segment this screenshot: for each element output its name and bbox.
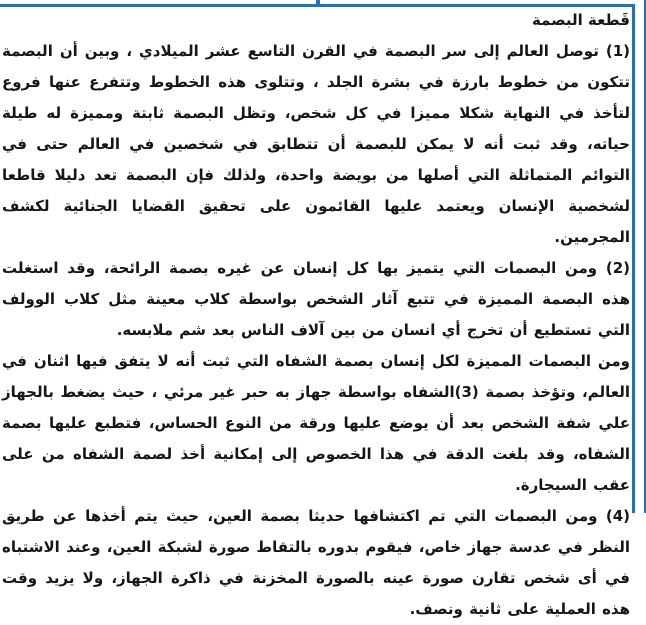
paragraph-4: (4) ومن البصمات التي تم اكتشافها حديثا بصمة العين، حيث يتم أخذها عن طريق النظر في عدسة جهاز خاص، فيقوم بدوره بالتقاط صورة لشبكة العين، وعند الاشتباه في أى شخص تقارن صورة عينه بالصورة المخزنة في ذاكرة الجهاز، ولا يزيد وقت هذه العملية على ثانية ونصف. [2, 507, 630, 618]
paragraph-2: (2) ومن البصمات التي يتميز بها كل إنسان عن غيره بصمة الرائحة، وقد استغلت هذه البصمة المميزة في تتبع آثار الشخص بواسطة كلاب معينة مثل كلاب الوولف التي تستطيع أن تخرج أي انسان من بين آلاف الناس بعد شم ملابسه. [2, 259, 630, 339]
paragraph-3: ومن البصمات المميزة لكل إنسان بصمة الشفاه التي ثبت أنه لا يتفق فيها اثنان في العالم، وتؤخذ بصمة (3)الشفاه بواسطة جهاز به حبر غير مرئي ، حيث يضغط بالجهاز علي شفة الشخص بعد أن يوضع عليها ورقة من النوع الحساس، فتطبع عليها بصمة الشفاه، وقد بلغت الدقة في هذا الخصوص إلى إمكانية أخذ لصمة الشفاه من على عقب السيجارة. [2, 352, 630, 494]
text-content [2, 9, 630, 625]
paragraph-1: (1) توصل العالم إلى سر البصمة في القرن التاسع عشر الميلادي ، وبين أن البصمة تتكون من خطوط بارزة في بشرة الجلد ، وتتلوى هذه الخطوط وتتفرع عنها فروع لتأخذ في النهاية شكلا مميزا في كل شخص، وتظل البصمة ثابتة ومميزة له طيلة حياته، وقد ثبت أنه لا يمكن للبصمة أن تتطابق في شخصين في العالم حتى في التوائم المتماثلة التي أصلها من بويضة واحدة، ولذلك فإن البصمة تعد دليلا قاطعا لشخصية الإنسان ويعتمد عليها القائمون على تحقيق القضايا الجنائية لكشف المجرمين. [2, 42, 630, 246]
right-border-inner-rule [632, 4, 635, 513]
page-title: قَطعة البصمة [531, 11, 630, 29]
top-border-rule [0, 4, 635, 7]
